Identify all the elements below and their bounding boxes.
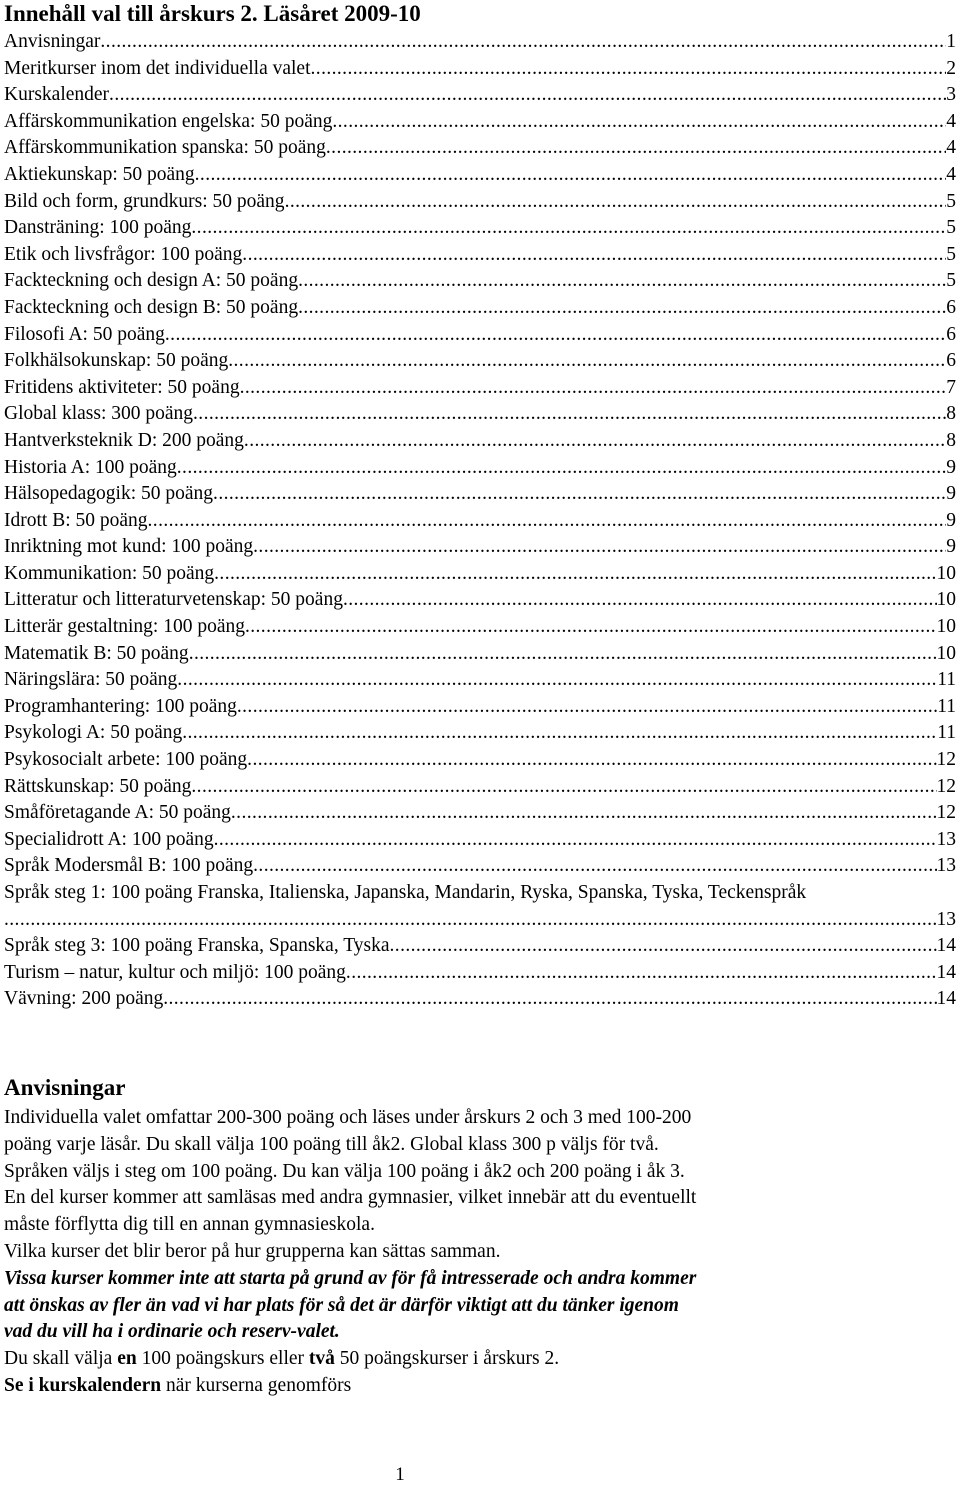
toc-entry-page: 10 <box>936 642 956 664</box>
toc-entry-page: 14 <box>936 935 956 957</box>
toc-entry-title: Språk Modersmål B: 100 poäng <box>4 855 254 877</box>
toc-entry-title: Bild och form, grundkurs: 50 poäng <box>4 190 285 212</box>
toc-dot-leader <box>165 322 946 349</box>
toc-entry-page: 11 <box>937 722 956 744</box>
toc-entry <box>4 455 956 482</box>
toc-entry-title: Etik och livsfrågor: 100 poäng <box>4 243 243 265</box>
toc-entry-page: 12 <box>936 749 956 771</box>
toc-entry-title: Näringslära: 50 poäng <box>4 669 178 691</box>
toc-dot-leader <box>346 960 937 987</box>
toc-entry <box>4 215 956 242</box>
toc-entry-page: 9 <box>946 483 956 505</box>
toc-entry <box>4 348 956 375</box>
toc-entry-title: Psykologi A: 50 poäng <box>4 722 183 744</box>
toc-entry-title: Historia A: 100 poäng <box>4 456 177 478</box>
toc-entry-title: Fackteckning och design B: 50 poäng <box>4 296 299 318</box>
toc-entry <box>4 720 956 747</box>
toc-entry-continuation <box>4 907 956 934</box>
toc-entry <box>4 401 956 428</box>
toc-dot-leader <box>390 933 937 960</box>
toc-entry-page: 5 <box>946 270 956 292</box>
toc-entry-page: 13 <box>936 828 956 850</box>
toc-entry-title: Matematik B: 50 poäng <box>4 642 189 664</box>
toc-entry-page: 3 <box>946 84 956 106</box>
toc-entry <box>4 189 956 216</box>
toc-dot-leader <box>189 641 937 668</box>
toc-entry-page: 11 <box>937 669 956 691</box>
toc-entry <box>4 641 956 668</box>
toc-entry-page: 6 <box>946 296 956 318</box>
toc-entry-page: 9 <box>946 456 956 478</box>
toc-entry <box>4 534 956 561</box>
toc-dot-leader <box>311 56 947 83</box>
toc-entry-page: 4 <box>946 110 956 132</box>
toc-dot-leader <box>109 82 946 109</box>
toc-dot-leader <box>242 242 946 269</box>
toc-dot-leader <box>191 774 936 801</box>
toc-entry-title: Fritidens aktiviteter: 50 poäng <box>4 376 240 398</box>
toc-dot-leader <box>148 508 947 535</box>
toc-dot-leader <box>285 189 947 216</box>
toc-entry-title: Global klass: 300 poäng <box>4 403 194 425</box>
toc-entry-title: Affärskommunikation spanska: 50 poäng <box>4 137 326 159</box>
toc-entry <box>4 242 956 269</box>
toc-entry <box>4 827 956 854</box>
toc-entry-page: 9 <box>946 536 956 558</box>
instruction-line: Individuella valet omfattar 200-300 poäng och läses under årskurs 2 och 3 med 100-200 <box>4 1107 692 1128</box>
toc-entry-title: Psykosocialt arbete: 100 poäng <box>4 749 248 771</box>
toc-dot-leader <box>182 720 937 747</box>
toc-entry-title: Aktiekunskap: 50 poäng <box>4 163 195 185</box>
toc-dot-leader <box>253 534 946 561</box>
toc-entry-title: Vävning: 200 poäng <box>4 988 164 1010</box>
choice-bold-tva: två <box>308 1348 335 1370</box>
toc-entry-page: 10 <box>936 616 956 638</box>
toc-dot-leader <box>213 481 946 508</box>
toc-entry-title: Dansträning: 100 poäng <box>4 217 192 239</box>
emphasis-line: vad du vill ha i ordinarie och reserv-valet. <box>4 1321 340 1343</box>
toc-entry <box>4 986 956 1013</box>
toc-entry-page: 2 <box>946 57 956 79</box>
toc-dot-leader <box>228 348 946 375</box>
toc-dot-leader <box>237 694 937 721</box>
toc-entry-page: 5 <box>946 217 956 239</box>
section-heading-anvisningar: Anvisningar <box>4 1075 126 1100</box>
toc-entry <box>4 268 956 295</box>
toc-dot-leader <box>177 455 946 482</box>
toc-entry-title: Småföretagande A: 50 poäng <box>4 802 231 824</box>
toc-entry <box>4 322 956 349</box>
choice-line <box>4 1346 956 1373</box>
toc-entry <box>4 135 956 162</box>
toc-dot-leader <box>177 667 937 694</box>
toc-dot-leader <box>195 162 947 189</box>
toc-entry <box>4 56 956 83</box>
toc-entry-title: Inriktning mot kund: 100 poäng <box>4 536 254 558</box>
toc-entry-page: 13 <box>936 855 956 877</box>
toc-entry <box>4 428 956 455</box>
document-title: Innehåll val till årskurs 2. Läsåret 2009-10 <box>4 1 421 26</box>
toc-entry-title: Litteratur och litteraturvetenskap: 50 poäng <box>4 589 343 611</box>
toc-entry-title: Hantverksteknik D: 200 poäng <box>4 429 244 451</box>
toc-entry <box>4 561 956 588</box>
toc-entry <box>4 375 956 402</box>
toc-entry <box>4 109 956 136</box>
instruction-line: Vilka kurser det blir beror på hur grupperna kan sättas samman. <box>4 1240 501 1262</box>
toc-entry-title: Anvisningar <box>4 31 101 52</box>
choice-text: 50 poängskurser i årskurs 2. <box>334 1348 560 1370</box>
toc-entry <box>4 667 956 694</box>
toc-dot-leader <box>4 907 937 934</box>
toc-entry-title: Specialidrott A: 100 poäng <box>4 828 214 850</box>
toc-dot-leader <box>332 109 946 136</box>
instruction-line: Språken väljs i steg om 100 poäng. Du kan välja 100 poäng i åk2 och 200 poäng i åk 3. <box>4 1160 685 1182</box>
calendar-line <box>4 1373 956 1400</box>
choice-text: Du skall välja <box>4 1348 118 1370</box>
toc-entry-page: 7 <box>946 376 956 398</box>
toc-entry-title: Språk steg 3: 100 poäng Franska, Spanska, Tyska <box>4 935 390 957</box>
calendar-bold: Se i kurskalendern <box>4 1374 162 1396</box>
emphasis-line: Vissa kurser kommer inte att starta på grund av för få intresserade och andra kommer <box>4 1267 697 1289</box>
toc-entry-page: 5 <box>946 190 956 212</box>
toc-entry-page: 8 <box>946 429 956 451</box>
page-number: 1 <box>395 1464 405 1485</box>
choice-bold-en: en <box>117 1348 137 1370</box>
toc-entry-title: Språk steg 1: 100 poäng Franska, Italienska, Japanska, Mandarin, Ryska, Spanska, Tyska, Teckenspråk <box>4 882 807 903</box>
toc-dot-leader <box>193 401 946 428</box>
toc-dot-leader <box>100 29 946 56</box>
toc-entry-title: Litterär gestaltning: 100 poäng <box>4 616 245 638</box>
toc-entry-title: Hälsopedagogik: 50 poäng <box>4 483 214 505</box>
toc-entry-page: 12 <box>936 802 956 824</box>
toc-entry-title: Idrott B: 50 poäng <box>4 509 148 531</box>
toc-entry <box>4 481 956 508</box>
toc-entry-title: Rättskunskap: 50 poäng <box>4 775 192 797</box>
toc-entry-page: 4 <box>946 137 956 159</box>
toc-entry <box>4 614 956 641</box>
instruction-line: poäng varje läsår. Du skall välja 100 poäng till åk2. Global klass 300 p väljs för två. <box>4 1133 659 1155</box>
toc-entry-page: 5 <box>946 243 956 265</box>
toc-entry-title: Affärskommunikation engelska: 50 poäng <box>4 110 333 132</box>
toc-entry-title: Programhantering: 100 poäng <box>4 695 237 717</box>
toc-dot-leader <box>231 800 937 827</box>
toc-entry <box>4 933 956 960</box>
toc-dot-leader <box>326 135 946 162</box>
toc-dot-leader <box>245 614 937 641</box>
toc-entry <box>4 800 956 827</box>
toc-entry-title: Meritkurser inom det individuella valet <box>4 57 311 79</box>
toc-entry-page: 6 <box>946 323 956 345</box>
toc-entry-page: 4 <box>946 163 956 185</box>
toc-entry-page: 14 <box>936 961 956 983</box>
toc-entry <box>4 853 956 880</box>
instruction-line: En del kurser kommer att samläsas med andra gymnasier, vilket innebär att du eventuellt <box>4 1187 697 1209</box>
toc-entry-page: 13 <box>936 908 956 930</box>
calendar-text: när kurserna genomförs <box>161 1374 352 1396</box>
toc-dot-leader <box>240 375 947 402</box>
toc-entry-page: 11 <box>937 695 956 717</box>
toc-entry-title: Kommunikation: 50 poäng <box>4 562 215 584</box>
toc-entry-title: Turism – natur, kultur och miljö: 100 poäng <box>4 961 346 983</box>
toc-entry <box>4 162 956 189</box>
toc-entry-title: Folkhälsokunskap: 50 poäng <box>4 350 229 372</box>
toc-entry-title: Kurskalender <box>4 84 110 106</box>
toc-entry <box>4 82 956 109</box>
toc-entry-page: 8 <box>946 403 956 425</box>
toc-dot-leader <box>298 295 946 322</box>
toc-entry <box>4 295 956 322</box>
toc-entry-page: 1 <box>946 31 956 52</box>
toc-dot-leader <box>244 428 946 455</box>
toc-dot-leader <box>253 853 936 880</box>
toc-entry <box>4 29 956 56</box>
toc-entry-page: 6 <box>946 350 956 372</box>
toc-dot-leader <box>163 986 936 1013</box>
toc-entry <box>4 587 956 614</box>
toc-entry-page: 9 <box>946 509 956 531</box>
choice-text: 100 poängskurs eller <box>136 1348 309 1370</box>
toc-entry-page: 10 <box>936 589 956 611</box>
toc-dot-leader <box>247 747 936 774</box>
instructions-body <box>4 1105 956 1400</box>
toc-dot-leader <box>191 215 946 242</box>
toc-dot-leader <box>298 268 946 295</box>
toc-dot-leader <box>214 827 937 854</box>
toc-entry-page: 12 <box>936 775 956 797</box>
toc-entry-page: 14 <box>936 988 956 1010</box>
toc-entry <box>4 774 956 801</box>
toc-entry <box>4 960 956 987</box>
toc-entry-page: 10 <box>936 562 956 584</box>
emphasis-line: att önskas av fler än vad vi har plats för så det är därför viktigt att du tänker igenom <box>4 1294 679 1316</box>
table-of-contents <box>4 29 956 1013</box>
toc-entry <box>4 747 956 774</box>
instruction-line: måste förflytta dig till en annan gymnasieskola. <box>4 1214 375 1236</box>
toc-entry <box>4 880 956 907</box>
toc-dot-leader <box>214 561 936 588</box>
toc-entry <box>4 694 956 721</box>
toc-entry <box>4 508 956 535</box>
toc-entry-title: Filosofi A: 50 poäng <box>4 323 165 345</box>
toc-entry-title: Fackteckning och design A: 50 poäng <box>4 270 299 292</box>
toc-dot-leader <box>343 587 937 614</box>
